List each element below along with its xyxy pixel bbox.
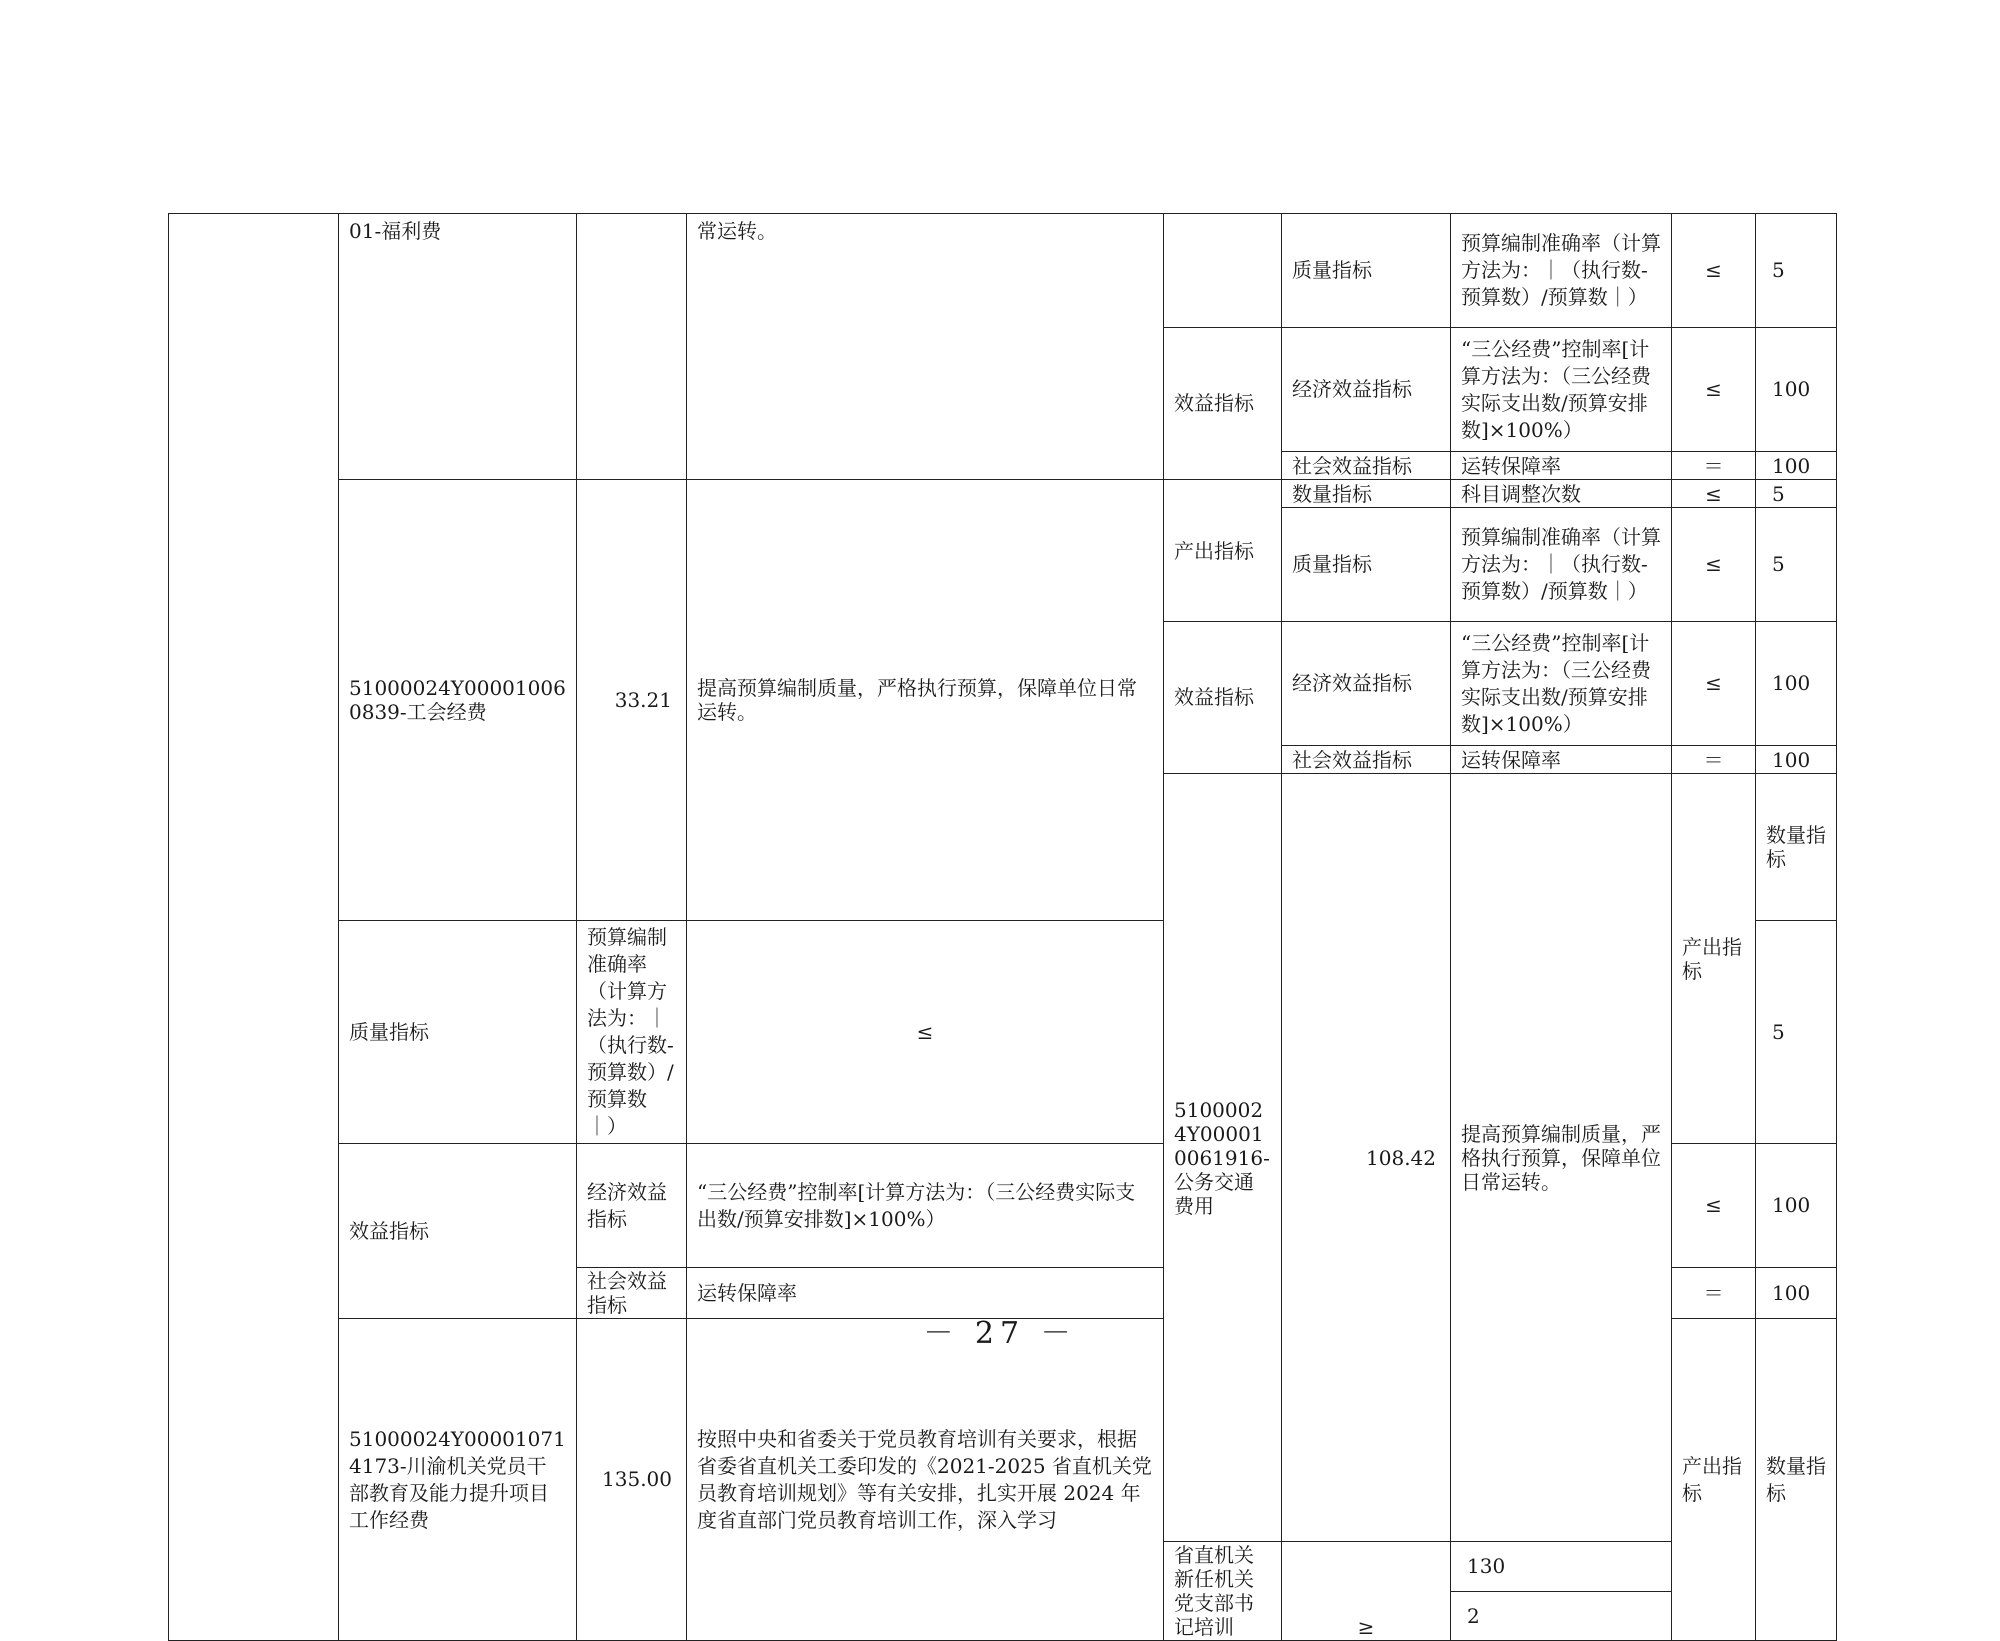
level2-indicator-cell: 质量指标 <box>1282 214 1451 328</box>
target-value-cell: 100 <box>1756 622 1837 746</box>
level2-indicator-cell: 质量指标 <box>1282 508 1451 622</box>
level2-indicator-cell: 社会效益指标 <box>1282 746 1451 774</box>
target-value-cell: 100 <box>1756 452 1837 480</box>
target-value-cell: 5 <box>1756 214 1837 328</box>
indicator-name-cell: “三公经费”控制率[计算方法为：（三公经费实际支出数/预算安排数]×100%） <box>1451 622 1672 746</box>
target-value-cell: 5 <box>1756 480 1837 508</box>
objective-cell: 提高预算编制质量，严格执行预算，保障单位日常运转。 <box>1451 774 1672 1542</box>
target-value-cell: 100 <box>1756 1144 1837 1268</box>
level2-indicator-cell: 经济效益指标 <box>1282 328 1451 452</box>
operator-cell: ≥ <box>1282 1542 1451 1641</box>
level2-indicator-cell: 数量指标 <box>1756 774 1837 921</box>
target-value-cell: 5 <box>1756 921 1837 1144</box>
target-value-cell: 100 <box>1756 1268 1837 1319</box>
target-value-cell: 100 <box>1756 746 1837 774</box>
operator-cell: ≤ <box>1672 1144 1756 1268</box>
level2-indicator-cell: 社会效益指标 <box>1282 452 1451 480</box>
level2-indicator-cell: 社会效益指标 <box>577 1268 687 1319</box>
operator-cell: ＝ <box>1672 746 1756 774</box>
operator-cell: ＝ <box>1672 452 1756 480</box>
operator-cell: ≤ <box>1672 480 1756 508</box>
indicator-name-cell: 运转保障率 <box>1451 452 1672 480</box>
project-name-cell: 51000024Y000010060839-工会经费 <box>339 480 577 921</box>
target-value-cell: 2 <box>1451 1591 1672 1641</box>
page-number: － 27 － <box>923 1316 1077 1351</box>
indicator-name-cell: “三公经费”控制率[计算方法为：（三公经费实际支出数/预算安排数]×100%） <box>1451 328 1672 452</box>
project-name-cell: 51000024Y000010061916-公务交通费用 <box>1164 774 1282 1542</box>
indicator-name-cell: 运转保障率 <box>687 1268 1164 1319</box>
indicator-name-cell: 预算编制准确率（计算方法为：｜（执行数-预算数）/预算数｜） <box>1451 214 1672 328</box>
level1-indicator-cell: 效益指标 <box>339 1144 577 1319</box>
level2-indicator-cell: 经济效益指标 <box>1282 622 1451 746</box>
category-cell <box>169 214 339 1641</box>
amount-cell: 108.42 <box>1282 774 1451 1542</box>
operator-cell: ≤ <box>1672 214 1756 328</box>
amount-cell: 135.00 <box>577 1319 687 1641</box>
indicator-name-cell: 运转保障率 <box>1451 746 1672 774</box>
indicator-name-cell: 省直机关新任机关党支部书记培训 <box>1164 1542 1282 1641</box>
performance-indicator-table <box>168 213 1837 1641</box>
level1-indicator-cell: 产出指标 <box>1672 774 1756 1144</box>
indicator-name-cell: 科目调整次数 <box>1451 480 1672 508</box>
indicator-name-cell: “三公经费”控制率[计算方法为：（三公经费实际支出数/预算安排数]×100%） <box>687 1144 1164 1268</box>
level1-indicator-cell: 产出指标 <box>1164 480 1282 622</box>
target-value-cell: 5 <box>1756 508 1837 622</box>
indicator-name-cell: 预算编制准确率（计算方法为：｜（执行数-预算数）/预算数｜） <box>1451 508 1672 622</box>
operator-cell: ≤ <box>687 921 1164 1144</box>
indicator-name-cell: 预算编制准确率（计算方法为：｜（执行数-预算数）/预算数｜） <box>577 921 687 1144</box>
operator-cell: ≤ <box>1672 622 1756 746</box>
level2-indicator-cell: 质量指标 <box>339 921 577 1144</box>
operator-cell: ≤ <box>1672 328 1756 452</box>
target-value-cell: 130 <box>1451 1542 1672 1592</box>
level2-indicator-cell: 数量指标 <box>1756 1319 1837 1641</box>
operator-cell: ≤ <box>1672 508 1756 622</box>
project-name-cell: 51000024Y000010714173-川渝机关党员干部教育及能力提升项目工作经费 <box>339 1319 577 1641</box>
level1-indicator-cell: 效益指标 <box>1164 622 1282 774</box>
objective-cell: 常运转。 <box>687 214 1164 480</box>
objective-cell: 按照中央和省委关于党员教育培训有关要求，根据省委省直机关工委印发的《2021-2025 省直机关党员教育培训规划》等有关安排，扎实开展 2024 年度省直部门党员教育培训工作，深入学习 <box>687 1319 1164 1641</box>
amount-cell <box>577 214 687 480</box>
target-value-cell: 100 <box>1756 328 1837 452</box>
level1-indicator-cell: 产出指标 <box>1672 1319 1756 1641</box>
operator-cell: ＝ <box>1672 1268 1756 1319</box>
level1-indicator-cell: 效益指标 <box>1164 328 1282 480</box>
level2-indicator-cell: 数量指标 <box>1282 480 1451 508</box>
project-name-cell: 01-福利费 <box>339 214 577 480</box>
amount-cell: 33.21 <box>577 480 687 921</box>
level1-indicator-cell <box>1164 214 1282 328</box>
objective-cell: 提高预算编制质量，严格执行预算，保障单位日常运转。 <box>687 480 1164 921</box>
level2-indicator-cell: 经济效益指标 <box>577 1144 687 1268</box>
